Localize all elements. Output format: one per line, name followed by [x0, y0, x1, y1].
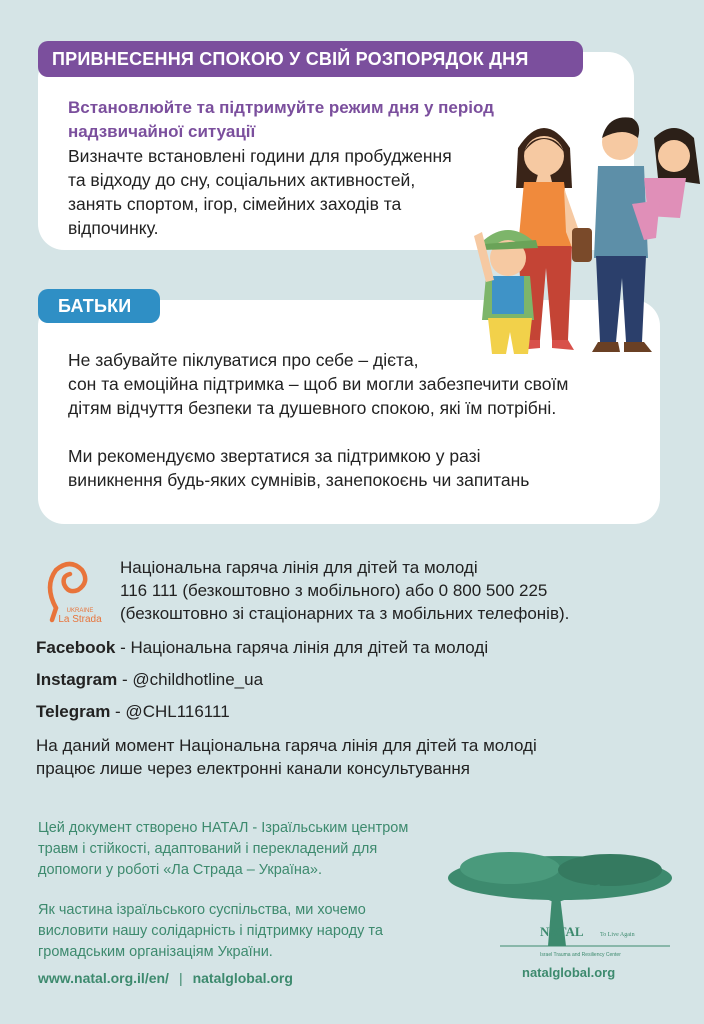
- natal-logo-tagline: To Live Again: [600, 932, 635, 938]
- natal-para1-line: травм і стійкості, адаптований і перекладений для: [38, 841, 378, 857]
- hotline-note-line: працює лише через електронні канали консультування: [36, 759, 471, 778]
- routine-body-line: Визначте встановлені години для пробудження: [68, 146, 452, 166]
- natal-logo-name: NATAL: [540, 924, 584, 939]
- parents-para2-line: Ми рекомендуємо звертатися за підтримкою у разі: [68, 446, 481, 466]
- la-strada-logo-name: La Strada: [58, 614, 102, 625]
- footer-separator: |: [178, 970, 183, 986]
- footer-links: [38, 970, 293, 986]
- natalglobal-link[interactable]: natalglobal.org: [192, 970, 293, 986]
- natal-logo-subtitle: Israel Trauma and Resiliency Center: [540, 952, 621, 958]
- natal-para2-line: висловити нашу солідарність і підтримку народу та: [38, 923, 383, 939]
- natal-tree-logo: [440, 842, 690, 962]
- instagram-value: - @childhotline_ua: [117, 670, 264, 689]
- facebook-value: - Національна гаряча лінія для дітей та молоді: [115, 638, 489, 657]
- natal-para2-line: Як частина ізраїльського суспільства, ми хочемо: [38, 902, 366, 918]
- instagram-contact: [36, 669, 263, 691]
- hotline-note-line: На даний момент Національна гаряча лінія для дітей та молоді: [36, 736, 537, 755]
- hotline-info: [120, 556, 680, 625]
- natal-para2-line: громадським організаціям України.: [38, 944, 273, 960]
- natal-site-label: natalglobal.org: [522, 965, 616, 980]
- routine-body-line: занять спортом, ігор, сімейних заходів та: [68, 194, 402, 214]
- parents-section-title: БАТЬКИ: [38, 289, 160, 323]
- hotline-line: Національна гаряча лінія для дітей та молоді: [120, 558, 478, 577]
- routine-body-line: та відходу до сну, соціальних активностей,: [68, 170, 416, 190]
- la-strada-logo: [34, 556, 106, 626]
- hotline-line: 116 111 (безкоштовно з мобільного) або 0 800 500 225: [120, 581, 548, 600]
- telegram-contact: [36, 701, 230, 723]
- routine-subheading-line: надзвичайної ситуації: [68, 122, 256, 141]
- family-illustration: [448, 108, 704, 376]
- parents-para1-line: дітям відчуття безпеки та душевного спокою, які їм потрібні.: [68, 398, 557, 418]
- instagram-label: Instagram: [36, 670, 118, 689]
- facebook-contact: [36, 637, 488, 659]
- natal-para1-line: допомоги у роботі «Ла Страда – Україна».: [38, 862, 323, 878]
- routine-body-line: відпочинку.: [68, 218, 159, 238]
- parents-para1-line: сон та емоційна підтримка – щоб ви могли забезпечити своїм: [68, 374, 569, 394]
- natal-org-link[interactable]: www.natal.org.il/en/: [38, 970, 169, 986]
- telegram-label: Telegram: [36, 702, 111, 721]
- parents-paragraph-2: [68, 444, 658, 492]
- routine-section-title: ПРИВНЕСЕННЯ СПОКОЮ У СВІЙ РОЗПОРЯДОК ДНЯ: [38, 41, 583, 77]
- natal-paragraph-2: [38, 900, 478, 963]
- natal-paragraph-1: [38, 818, 508, 881]
- telegram-value: - @CHL116111: [110, 702, 230, 721]
- routine-subheading-line: Встановлюйте та підтримуйте режим дня у період: [68, 98, 494, 117]
- hotline-line: (безкоштовно зі стаціонарних та з мобільних телефонів).: [120, 604, 570, 623]
- natal-para1-line: Цей документ створено НАТАЛ - Ізраїльським центром: [38, 820, 409, 836]
- parents-para2-line: виникнення будь-яких сумнівів, занепокоєнь чи запитань: [68, 470, 530, 490]
- hotline-note: [36, 734, 676, 780]
- facebook-label: Facebook: [36, 638, 116, 657]
- la-strada-logo-small-text: UKRAINE: [66, 608, 94, 614]
- parents-para1-line: Не забувайте піклуватися про себе – дієта,: [68, 350, 419, 370]
